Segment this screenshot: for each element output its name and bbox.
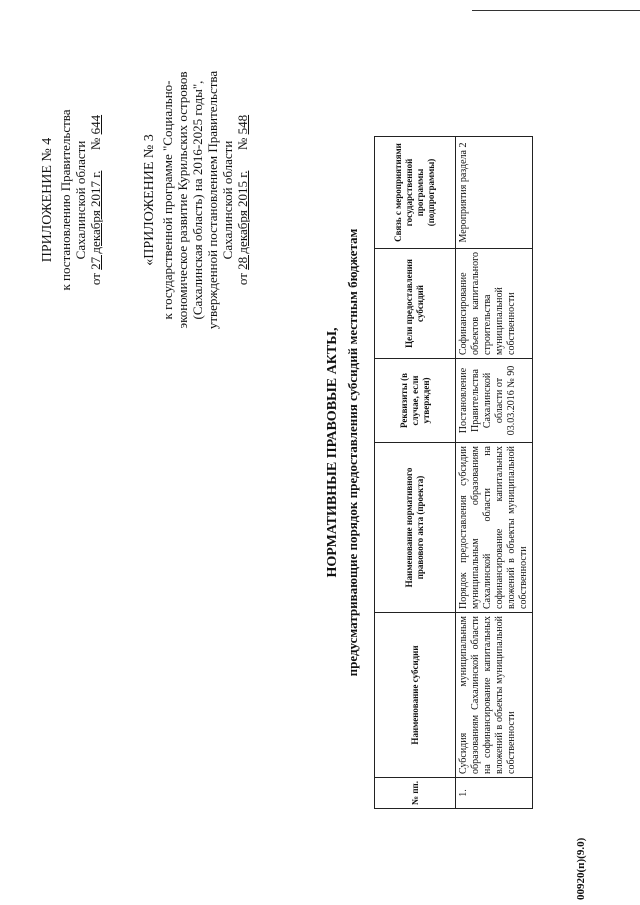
date-prefix: от [88, 273, 103, 286]
table-row [456, 137, 533, 809]
program-appendix-title: «ПРИЛОЖЕНИЕ № 3 [142, 134, 157, 266]
cell-act-name: Порядок предоставления субсидии муниципальным образованиям Сахалинской области на софинансирование капитальных вложений в объекты муниципальной собственности [456, 443, 533, 613]
header-subsidy: Наименование субсидии [375, 613, 456, 778]
document-code: 00920(п)(9.0) [575, 837, 587, 900]
program-line: к государственной программе "Социально- [160, 80, 175, 320]
region-line: Сахалинской области [73, 140, 88, 260]
header-num: № пп. [375, 778, 456, 809]
header-link: Связь с мероприятиями государственной программы (подпрограммы) [375, 137, 456, 249]
program-line: Сахалинской области [220, 140, 235, 260]
number-prefix: № [88, 137, 103, 151]
table-header-row [375, 137, 456, 809]
cell-link: Мероприятия раздела 2 [456, 137, 533, 249]
number-prefix: № [235, 137, 250, 151]
resolution-date: 27 декабря 2017 г. [88, 170, 103, 270]
document-title: НОРМАТИВНЫЕ ПРАВОВЫЕ АКТЫ, [325, 327, 340, 578]
program-line: утвержденной постановлением Правительства [205, 70, 220, 330]
program-header [142, 50, 250, 350]
cell-details: Постановление Правительства Сахалинской области от 03.03.2016 № 90 [456, 359, 533, 443]
program-line: экономическое развитие Курильских островов [175, 71, 190, 329]
document-subtitle: предусматривающие порядок предоставления субсидий местным бюджетам [345, 228, 360, 677]
resolution-date-line [88, 50, 103, 350]
cell-subsidy: Субсидия муниципальным образованиям Сахалинской области на софинансирование капитальных вложений в объекты муниципальной собственности [456, 613, 533, 778]
program-line: (Сахалинская область) на 2016-2025 годы", [190, 80, 205, 320]
cell-goals: Софинансирование объектов капитального строительства муниципальной собственности [456, 249, 533, 359]
header-goals: Цели предоставления субсидий [375, 249, 456, 359]
date-prefix: от [235, 273, 250, 286]
resolution-line: к постановлению Правительства [58, 109, 73, 291]
program-number: 548 [235, 114, 250, 135]
acts-table [374, 136, 533, 809]
header-act-name: Наименование нормативного правового акта (проекта) [375, 443, 456, 613]
header-details: Реквизиты (в случае, если утвержден) [375, 359, 456, 443]
appendix-title: ПРИЛОЖЕНИЕ № 4 [40, 137, 55, 263]
resolution-number: 644 [88, 114, 103, 135]
program-date-line [235, 50, 250, 350]
cell-num: 1. [456, 778, 533, 809]
resolution-header [40, 50, 103, 350]
program-date: 28 декабря 2015 г. [235, 170, 250, 270]
